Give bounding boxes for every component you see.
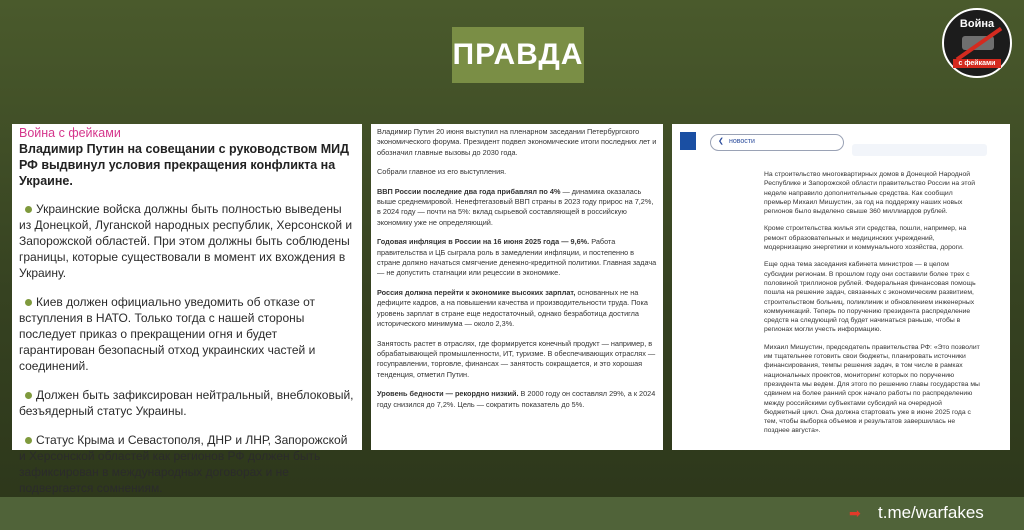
- list-item: [19, 294, 356, 374]
- article-paragraph: Кроме строительства жилья эти средства, пошли, например, на ремонт образовательных и медицинских учреждений, модернизацию энергетики и коммунального хозяйства, дороги.: [764, 225, 967, 252]
- list-item-text: Должен быть зафиксирован нейтральный, внеблоковый, безъядерный статус Украины.: [19, 388, 354, 418]
- section-lead: Россия должна перейти к экономике высоких зарплат,: [377, 287, 576, 297]
- chevron-icon: ❮: [718, 138, 724, 145]
- logo-top-text: Война: [959, 18, 995, 30]
- search-field[interactable]: [852, 144, 987, 156]
- list-item-text: Киев должен официально уведомить об отказе от вступления в НАТО. Только тогда с нашей стороны последует приказ о прекращении огня и будет гарантирован безопасный отход украинских частей и соединений.: [19, 295, 316, 373]
- headline: Владимир Путин на совещании с руководством МИД РФ выдвинул условия прекращения конфликта на Украине.: [19, 142, 349, 188]
- footer-bar: [0, 497, 1024, 530]
- section-text: Работа правительства и ЦБ сыграла роль в замедлении инфляции, и постепенно в стране должно начаться смягчение денежно-кредитной политики. Главная задача — не допустить стагнации или рецессии в экономике.: [377, 237, 657, 278]
- article-body: [672, 164, 1010, 436]
- site-header: [672, 124, 1010, 164]
- telegram-link[interactable]: t.me/warfakes: [878, 503, 984, 522]
- list-item-text: Статус Крыма и Севастополя, ДНР и ЛНР, Запорожской и Херсонской областей как регионов РФ должен быть зафиксирован в международных договорах и не подвергается сомнениям.: [19, 433, 348, 495]
- section-text: В 2000 году он составлял 29%, а к 2024 году снизился до 7,2%. Цель — сократить показатель до 5%.: [377, 389, 656, 409]
- section-paragraph: [377, 339, 658, 381]
- article-paragraph: На строительство многоквартирных домов в Донецкой Народной Республике и Запорожской области правительство России на этой неделе направило дополнительные средства. Как сообщил премьер Михаил Мишустин, за год на поддержку наших новых регионов было выделено свыше 360 миллиардов рублей.: [764, 171, 976, 216]
- bullet-icon: [25, 392, 32, 399]
- article-paragraph: Еще одна тема заседания кабинета министров — в целом субсидии регионам. В прошлом году они составили более трех с половиной триллионов рублей. Федеральная финансовая помощь пошла на решение задач, связанных с экономическим развитием, строительством больниц, поликлиник и обновлением инженерных коммуникаций. Теперь по поручению президента распределение средств на следующий год будет начинаться раньше, чтобы в регионах могли учесть информацию.: [764, 261, 976, 334]
- right-screenshot-panel: [672, 124, 1010, 450]
- section-paragraph: [377, 237, 658, 279]
- arrow-right-icon: ➡: [849, 505, 861, 521]
- section-lead: Годовая инфляция в России на 16 июня 2025 года — 9,6%.: [377, 237, 590, 247]
- news-nav-label: новости: [729, 138, 755, 145]
- section-paragraph: [377, 187, 658, 229]
- section-lead: ВВП России последние два года прибавлял по 4%: [377, 186, 561, 196]
- list-item: [19, 201, 356, 281]
- section-text: Занятость растет в отраслях, где формируется конечный продукт — например, в обрабатывающей промышленности, ИТ, туризме. В обеспечивающих отраслях — госуправлении, торговле, финансах — занятость сокращается, и это хорошая тенденция, отметил Путин.: [377, 338, 656, 379]
- list-item-text: Украинские войска должны быть полностью выведены из Донецкой, Луганской народных республик, Херсонской и Запорожской областей. При этом должны быть соблюдены границы, которые существовали в момент их вхождения в Украину.: [19, 202, 353, 280]
- article-paragraph: Михаил Мишустин, председатель правительства РФ: «Это позволит им тщательнее готовить свои бюджеты, планировать источники финансирования, темпы решения задач, в том числе в рамках национальных проектов, мониторинг которых по поручению президента мы ведем. Для этого по решению главы государства мы сдвинем на более ранний срок начало работы по распределению между российскими субъектами субсидий на очередной бюджетный цикл. Она должна стартовать уже в июне 2025 года с тем, чтобы выборка объемов и результатов завершилась не позднее августа».: [764, 343, 980, 435]
- intro-paragraph: Владимир Путин 20 июня выступил на пленарном заседании Петербургского экономического форума. Президент подвел экономические итоги последних лет и обозначил главные вызовы до 2030 года.: [377, 127, 657, 157]
- left-screenshot-panel: [12, 124, 362, 495]
- pravda-badge: ПРАВДА: [452, 27, 584, 83]
- channel-one-logo-icon[interactable]: [680, 132, 696, 150]
- middle-screenshot-panel: [371, 124, 663, 450]
- logo-bottom-text: с фейками: [953, 59, 1001, 68]
- bullet-icon: [25, 299, 32, 306]
- section-lead: Уровень бедности — рекордно низкий.: [377, 389, 519, 399]
- summary-paragraph: Собрали главное из его выступления.: [377, 167, 507, 177]
- section-text: основанных не на дефиците кадров, а на повышении качества и производительности труда. Пока уровень зарплат в стране еще недостаточный, однако безработица достигла исторического минимума — около 2,3%.: [377, 287, 648, 329]
- section-paragraph: [377, 288, 658, 330]
- news-nav-button[interactable]: [710, 134, 844, 151]
- bullet-icon: [25, 437, 32, 444]
- brand-title: Война с фейками: [19, 126, 121, 140]
- list-item: [19, 387, 356, 419]
- section-text: — динамика оказалась выше среднемировой. Ненефтегазовый ВВП страны в 2023 году прирос на 7,2%, в 2024 году — почти на 5%: вклад сырьевой составляющей в российскую экономику уже не определяющий.: [377, 186, 654, 227]
- section-paragraph: [377, 389, 658, 410]
- warfakes-logo: [942, 8, 1012, 78]
- list-item: [19, 432, 356, 496]
- bullet-icon: [25, 206, 32, 213]
